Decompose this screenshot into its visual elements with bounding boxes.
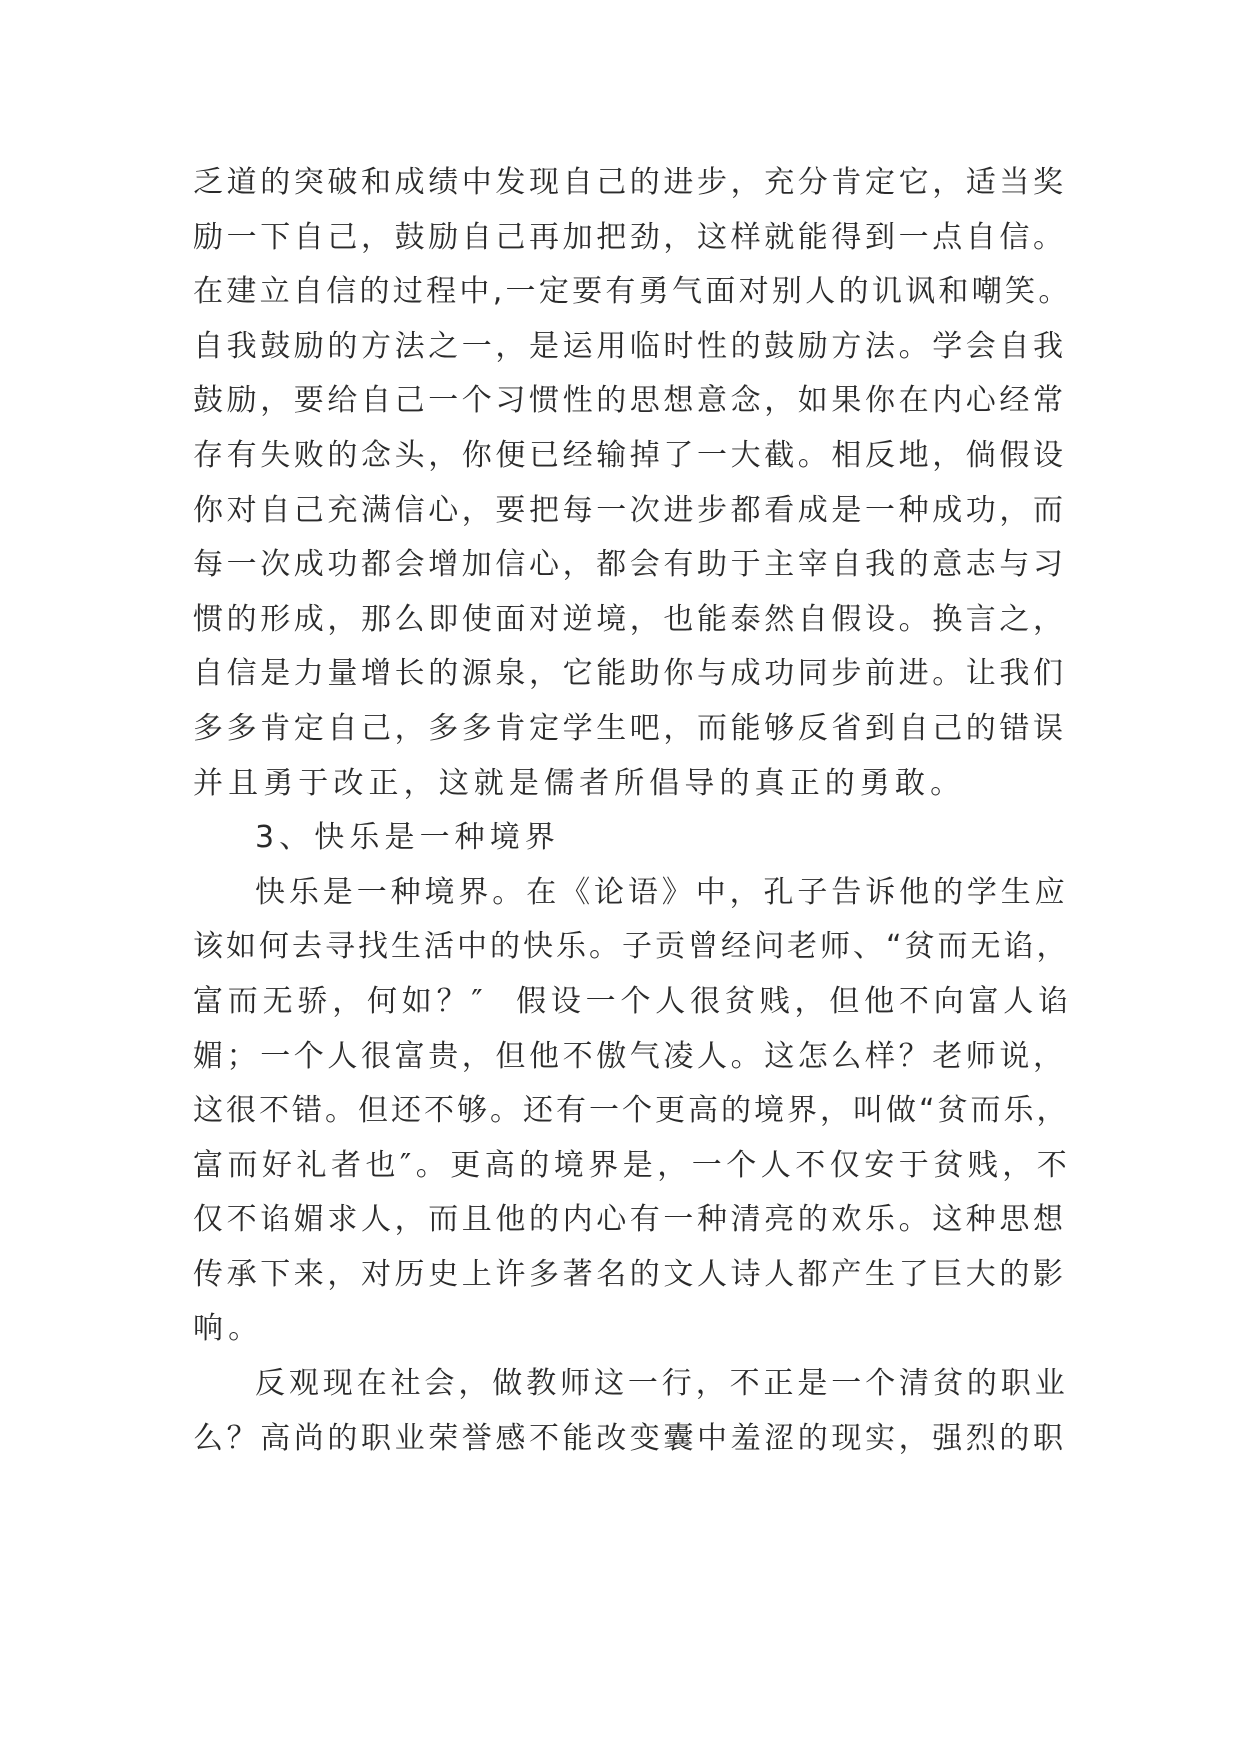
body-text [193, 156, 1073, 1466]
text-line: 自我鼓励的方法之一，是运用临时性的鼓励方法。学会自我 [193, 328, 1067, 364]
text-line: 多多肯定自己，多多肯定学生吧，而能够反省到自己的错误 [193, 710, 1067, 746]
text-line: 富而好礼者也″。更高的境界是，一个人不仅安于贫贱，不 [193, 1147, 1072, 1183]
text-line: 媚；一个人很富贵，但他不傲气凌人。这怎么样？老师说， [193, 1038, 1067, 1074]
text-line: 仅不谄媚求人，而且他的内心有一种清亮的欢乐。这种思想 [193, 1202, 1067, 1238]
text-line: 这很不错。但还不够。还有一个更高的境界，叫做“贫而乐， [193, 1093, 1070, 1129]
text-line: 励一下自己，鼓励自己再加把劲，这样就能得到一点自信。 [193, 219, 1067, 255]
text-line: 乏道的突破和成绩中发现自己的进步，充分肯定它，适当奖 [193, 165, 1067, 200]
text-line: 每一次成功都会增加信心，都会有助于主宰自我的意志与习 [193, 547, 1067, 583]
text-line: 该如何去寻找生活中的快乐。子贡曾经问老师、“贫而无谄， [193, 929, 1070, 965]
text-line: 惯的形成，那么即使面对逆境，也能泰然自假设。换言之， [193, 601, 1067, 637]
section-heading: 3、快乐是一种境界 [255, 820, 560, 856]
text-line: 么？高尚的职业荣誉感不能改变囊中羞涩的现实，强烈的职 [193, 1420, 1067, 1456]
paragraph-first-line: 快乐是一种境界。在《论语》中，孔子告诉他的学生应 [255, 874, 1069, 910]
text-line: 在建立自信的过程中,一定要有勇气面对别人的讥讽和嘲笑。 [193, 274, 1072, 310]
text-line: 你对自己充满信心，要把每一次进步都看成是一种成功，而 [193, 492, 1067, 528]
text-line: 传承下来，对历史上许多著名的文人诗人都产生了巨大的影 [193, 1256, 1067, 1292]
text-line: 富而无骄，何如？″ 假设一个人很贫贱，但他不向富人谄 [193, 983, 1073, 1019]
text-line: 自信是力量增长的源泉，它能助你与成功同步前进。让我们 [193, 656, 1067, 692]
paragraph-first-line: 反观现在社会，做教师这一行，不正是一个清贫的职业 [255, 1366, 1069, 1402]
text-line: 响。 [193, 1311, 264, 1347]
text-line: 鼓励，要给自己一个习惯性的思想意念，如果你在内心经常 [193, 383, 1067, 419]
text-line: 存有失败的念头，你便已经输掉了一大截。相反地，倘假设 [193, 437, 1067, 473]
text-line: 并且勇于改正，这就是儒者所倡导的真正的勇敢。 [193, 765, 966, 801]
